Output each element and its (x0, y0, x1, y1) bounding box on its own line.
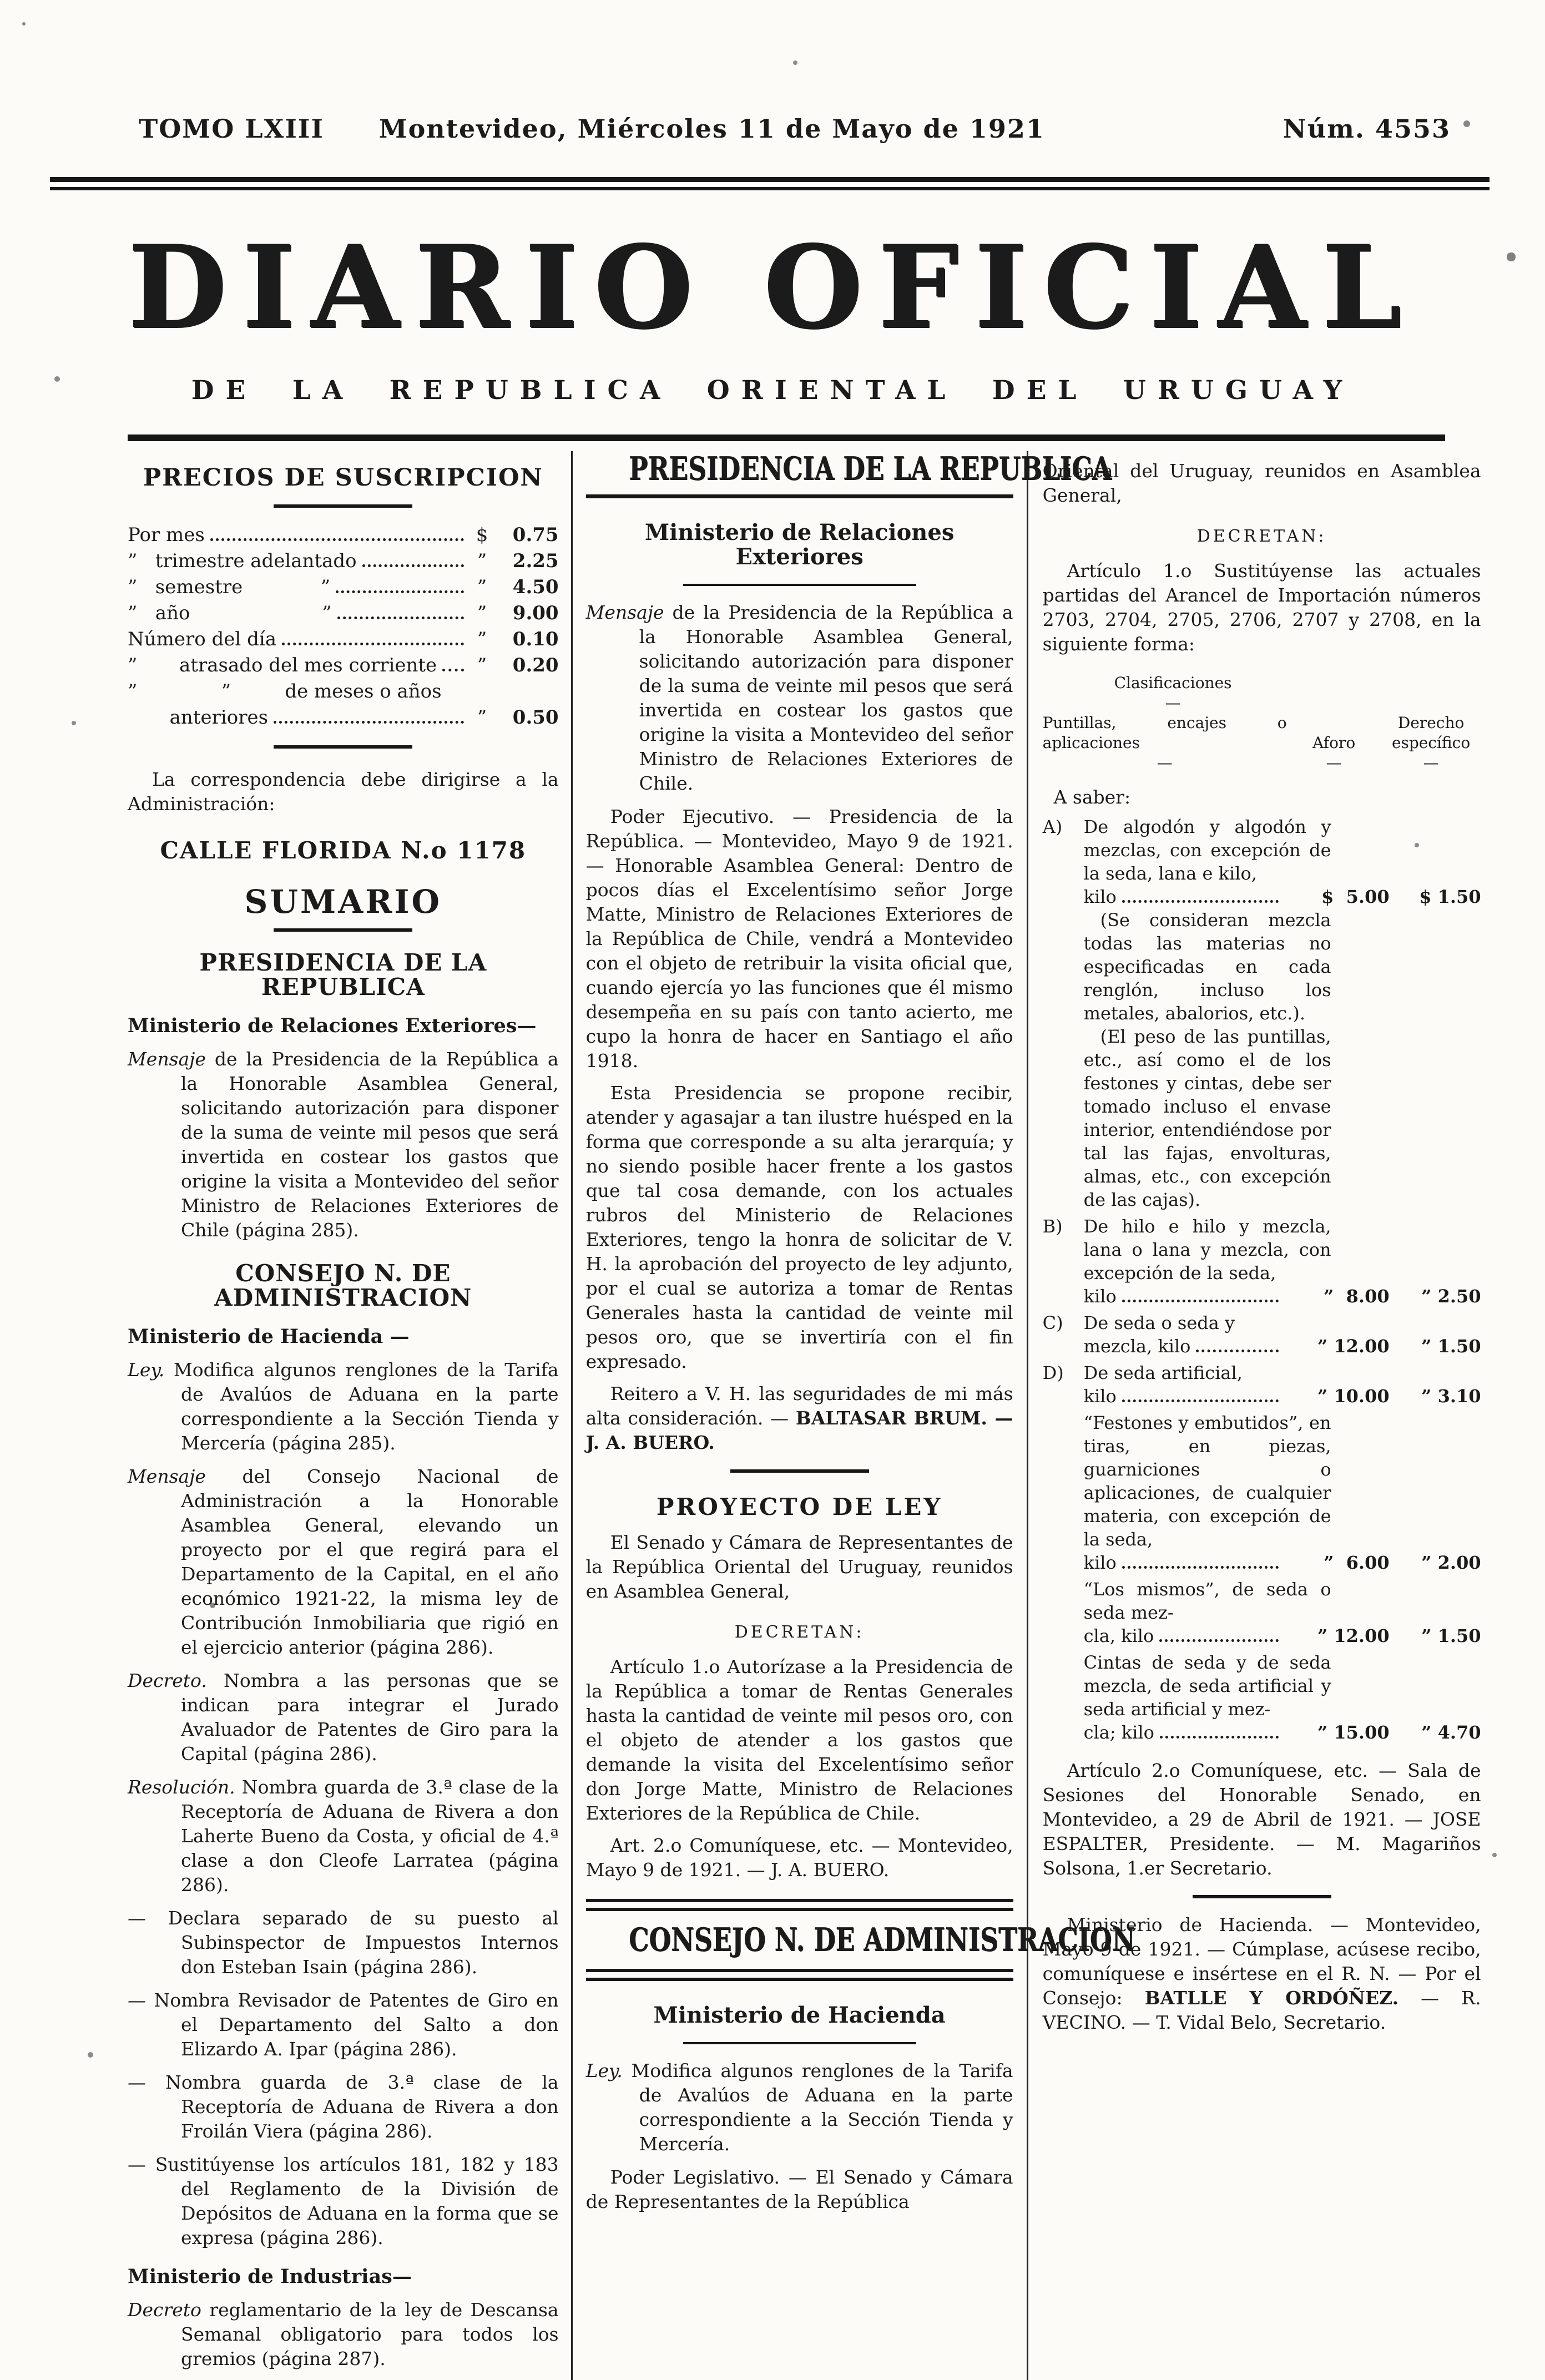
double-rule (586, 1899, 1013, 1911)
summary-entry (128, 1775, 559, 1897)
a-saber-label: A saber: (1053, 786, 1131, 808)
tariff-item (1043, 815, 1481, 1211)
item-derecho-value: ” 1.50 (1421, 1336, 1481, 1357)
item-derecho-value: $ 1.50 (1419, 886, 1481, 907)
page-header (0, 0, 1545, 144)
dot-leader (210, 538, 464, 541)
entry-lead: Resolución. (128, 1776, 235, 1798)
table-dash: — (1157, 754, 1173, 772)
item-letter: C) (1042, 1312, 1063, 1333)
entry-text: Nombra a las personas que se indican para integrar el Jurado Avaluador de Patentes de Giro para la Capital (página 286). (181, 1670, 559, 1765)
price-label: ” atrasado del mes corriente (128, 654, 437, 676)
summary-entry (128, 2070, 559, 2144)
price-value: 0.75 (512, 524, 559, 546)
entry-text: Nombra guarda de 3.ª clase de la Receptoría de Aduana de Rivera a don Laherte Bueno da Costa, y oficial de 4.ª clase a don Cleofe Larratea (página 286). (181, 1776, 559, 1896)
tariff-item (1043, 1651, 1481, 1744)
price-label: Por mes (128, 524, 205, 546)
item-description: De seda o seda y (1083, 1312, 1235, 1333)
entry-lead: Ley. (585, 2060, 623, 2081)
item-description: De algodón y algodón y mezclas, con excepción de la seda, lana e kilo, (1083, 816, 1331, 884)
price-currency: ” (477, 654, 487, 676)
entry-text: reglamentario de la ley de Descansa Semanal obligatorio para todos los gremios (página 287). (181, 2299, 559, 2369)
item-letter: D) (1042, 1362, 1064, 1383)
section-title-consejo: CONSEJO N. DE ADMINISTRACION (214, 1260, 472, 1311)
dot-leader (1159, 1639, 1278, 1642)
price-row (128, 653, 559, 679)
entry-text: de la Presidencia de la República a la Honorable Asamblea General, solicitando autorización para disponer de la suma de veinte mil pesos que será invertida en costear los gastos que origine la visita a Montevideo del señor Ministro de Relaciones Exteriores de Chile. (639, 602, 1013, 794)
price-currency: ” (477, 576, 487, 598)
item-unit: cla; kilo (1083, 1722, 1154, 1743)
item-aforo-value: $ 5.00 (1321, 886, 1390, 907)
item-unit: kilo (1083, 1552, 1117, 1573)
signature-pre: Reitero a V. H. las seguridades de mi más alta consideración. — (585, 1383, 1013, 1429)
summary-entry (128, 2152, 559, 2250)
table-col-derecho (1381, 713, 1481, 753)
dot-leader (1122, 1300, 1279, 1302)
item-description: Cintas de seda y de seda mezcla, de seda artificial y seda artificial y mez- (1083, 1652, 1331, 1720)
table-row-label: Puntillas, encajes o aplicaciones (1042, 714, 1287, 752)
date-label: Montevideo, Miércoles 11 de Mayo de 1921 (378, 114, 1045, 144)
tariff-item (1043, 1361, 1481, 1408)
price-value: 4.50 (512, 576, 559, 598)
entry-text: Sustitúyense los artículos 181, 182 y 183 del Reglamento de la División de Depósitos de Aduana en la forma que se expresa (página 286). (155, 2154, 559, 2248)
summary-entry (128, 1669, 559, 1766)
decretan-label: DECRETAN: (1196, 527, 1327, 546)
dot-leader (442, 669, 463, 671)
masthead-rule (128, 434, 1445, 441)
rule (274, 504, 412, 508)
subscription-prices-title: PRECIOS DE SUSCRIPCION (143, 464, 543, 492)
item-derecho-value: ” 2.00 (1421, 1552, 1481, 1573)
entry-text: de la Presidencia de la República a la Honorable Asamblea General, solicitando autorización para disponer de la suma de veinte mil pesos que será invertida en costear los gastos que origine la visita a Montevideo del señor Ministro de Relaciones Exteriores de Chile (página 285). (181, 1048, 559, 1241)
entry-lead: Mensaje (585, 602, 664, 623)
entry-lead: Mensaje (128, 1466, 206, 1487)
closing-pre: Ministerio de Hacienda. — Montevideo, Mayo 9 de 1921. — Cúmplase, acúsese recibo, comuníquese e insértese en el R. N. — Por el Consejo: (1042, 1914, 1481, 2009)
rule (1193, 1895, 1331, 1898)
price-row (128, 626, 559, 653)
rule (683, 2042, 916, 2044)
price-label: anteriores (128, 706, 269, 729)
item-aforo-value: ” 12.00 (1317, 1625, 1390, 1646)
left-column (128, 451, 571, 2380)
item-price-line (1084, 1384, 1481, 1408)
ministry-label: Ministerio de Relaciones Exteriores— (128, 1014, 537, 1037)
item-note: (Se consideran mezcla todas las materias no especificadas en cada renglón, incluso los metales, abalorios, etc.). (1083, 909, 1331, 1024)
masthead-title: DIARIO OFICIAL (128, 221, 1417, 354)
price-label: ” ” de meses o años (128, 680, 442, 703)
masthead-subtitle: DE LA REPUBLICA ORIENTAL DEL URUGUAY (191, 375, 1354, 406)
table-dash: — (1423, 754, 1439, 772)
closing-post: — R. VECINO. — T. Vidal Belo, Secretario. (1042, 1987, 1481, 2033)
rule (274, 928, 412, 932)
price-row (128, 679, 559, 705)
item-note: (El peso de las puntillas, etc., así como el de los festones y cintas, debe ser tomado incluso el envase interior, entendiéndose por tal las fajas, envolturas, almas, etc., con excepción de las cajas). (1083, 1026, 1331, 1210)
item-description: De hilo e hilo y mezcla, lana o lana y mezcla, con excepción de la seda, (1083, 1216, 1331, 1284)
columns-container (128, 450, 1481, 2380)
signature-paragraph (586, 1382, 1013, 1455)
message-abstract (586, 600, 1013, 796)
tariff-item (1043, 1215, 1481, 1308)
ministry-label: Ministerio de Industrias— (128, 2265, 412, 2288)
correspondence-note: La correspondencia debe dirigirse a la Administración: (128, 769, 559, 815)
summary-entry (128, 1464, 559, 1660)
table-col-aforo: Aforo (1312, 734, 1356, 752)
continuation-paragraph: Oriental del Uruguay, reunidos en Asamblea General, (1042, 460, 1481, 506)
tariff-item (1043, 1411, 1481, 1574)
dot-leader (1196, 1350, 1278, 1352)
body-paragraph: Poder Ejecutivo. — Presidencia de la República. — Montevideo, Mayo 9 de 1921. — Honorable Asamblea General: Dentro de pocos días el Excelentísimo señor Jorge Matte, Ministro de Relaciones Exteriores de la República de Chile, vendrá a Montevideo con el objeto de retribuir la visita oficial que, cuando ejercía yo las funciones que él mismo desempeña en su país con tanto acierto, me cupo la honra de hacer en Santiago el año 1918. (585, 806, 1013, 1072)
item-aforo-value: ” 8.00 (1323, 1286, 1390, 1307)
rule (274, 745, 412, 749)
price-row (128, 705, 559, 731)
article-paragraph: Artículo 2.o Comuníquese, etc. — Sala de Sesiones del Honorable Senado, en Montevideo, a 29 de Abril de 1921. — JOSE ESPALTER, Presidente. — M. Magariños Solsona, 1.er Secretario. (1042, 1760, 1481, 1879)
price-currency: ” (477, 602, 487, 624)
consejo-headline: CONSEJO N. DE ADMINISTRACION (628, 1921, 1135, 1958)
entry-lead: — (128, 2154, 146, 2175)
summary-title: SUMARIO (244, 883, 442, 921)
ministry-label: Ministerio de Hacienda — (128, 1325, 410, 1348)
header-double-rule (50, 177, 1490, 190)
item-price-line (1084, 1285, 1481, 1308)
rule (730, 1469, 869, 1473)
item-letter (1043, 1651, 1084, 1744)
body-paragraph: Esta Presidencia se propone recibir, atender y agasajar a tan ilustre huésped en la forma que corresponde a su alta jerarquía; y no siendo posible hacer frente a los gastos que tal cosa demande, con los actuales rubros del Ministerio de Relaciones Exteriores, tengo la honra de solicitar de V. H. la aprobación del proyecto de ley adjunto, por el cual se autoriza a tomar de Rentas Generales hasta la cantidad de veinte mil pesos oro, que se invertiría con el fin expresado. (585, 1082, 1013, 1372)
summary-entry (128, 1906, 559, 1979)
item-unit: mezcla, kilo (1083, 1336, 1191, 1357)
entry-lead: Decreto (128, 2299, 201, 2321)
dot-leader (1160, 1736, 1279, 1739)
item-description: “Festones y embutidos”, en tiras, en piezas, guarniciones o aplicaciones, de cualquier materia, con excepción de la seda, (1083, 1412, 1331, 1550)
right-column (1027, 451, 1483, 2380)
entry-lead: — (128, 2071, 146, 2093)
entry-text: Nombra guarda de 3.ª clase de la Receptoría de Aduana de Rivera a don Froilán Viera (página 286). (165, 2071, 559, 2142)
item-price-line (1084, 885, 1481, 908)
item-aforo-value: ” 15.00 (1317, 1722, 1390, 1743)
entry-lead: Mensaje (128, 1048, 206, 1070)
item-description: De seda artificial, (1083, 1362, 1243, 1383)
item-aforo-value: ” 10.00 (1317, 1386, 1390, 1407)
entry-text: Modifica algunos renglones de la Tarifa de Avalúos de Aduana en la parte correspondiente a la Sección Tienda y Mercería. (631, 2060, 1013, 2155)
price-currency: $ (476, 524, 488, 546)
entry-lead: Ley. (128, 1359, 165, 1381)
price-label: Número del día (128, 628, 277, 650)
issue-number: Núm. 4553 (1283, 114, 1451, 144)
signature-name: — J. A. BUERO. (585, 1407, 1013, 1453)
dot-leader (1122, 1399, 1279, 1402)
summary-entry (128, 1047, 559, 1242)
dot-leader (337, 617, 464, 619)
summary-entry (128, 2298, 559, 2371)
dot-leader (282, 643, 464, 645)
item-letter (1043, 1411, 1084, 1574)
table-col-derecho-line1: Derecho (1397, 714, 1465, 732)
dot-leader (274, 721, 464, 724)
price-value: 9.00 (512, 602, 559, 624)
ministry-heading: Ministerio de Hacienda (653, 2002, 946, 2028)
entry-text: Declara separado de su puesto al Subinspector de Impuestos Internos don Esteban Isain (página 286). (168, 1907, 559, 1978)
dot-leader (362, 564, 464, 567)
tariff-table-header (1043, 673, 1481, 773)
price-value: 0.20 (512, 654, 559, 676)
table-dash: — (1165, 694, 1181, 712)
decretan-label: DECRETAN: (734, 1623, 865, 1642)
item-unit: kilo (1083, 1286, 1117, 1307)
table-col-clasificaciones: Clasificaciones (1114, 674, 1232, 692)
body-paragraph: Poder Legislativo. — El Senado y Cámara de Representantes de la República (585, 2166, 1013, 2212)
price-label: ” semestre ” (128, 576, 331, 598)
item-unit: cla, kilo (1083, 1625, 1154, 1646)
closing-name: BATLLE Y ORDÓÑEZ. (1144, 1987, 1399, 2009)
price-value: 0.10 (512, 628, 559, 650)
bill-intro: El Senado y Cámara de Representantes de la República Oriental del Uruguay, reunidos en Asamblea General, (585, 1532, 1013, 1602)
item-unit: kilo (1083, 1386, 1117, 1407)
signature-name: BALTASAR BRUM. (795, 1407, 987, 1429)
item-derecho-value: ” 2.50 (1421, 1286, 1481, 1307)
rule (586, 494, 1013, 498)
item-aforo-value: ” 12.00 (1317, 1336, 1390, 1357)
summary-entry (128, 1988, 559, 2061)
summary-entry (128, 1358, 559, 1456)
presidencia-headline: PRESIDENCIA DE LA REPUBLICA (628, 450, 1112, 487)
volume-label: TOMO LXIII (139, 114, 324, 144)
tariff-item (1043, 1311, 1481, 1358)
item-description: “Los mismos”, de seda o seda mez- (1083, 1579, 1331, 1623)
item-letter (1043, 1578, 1084, 1648)
item-price-line (1084, 1624, 1481, 1648)
item-letter: A) (1042, 816, 1063, 837)
table-dash: — (1326, 754, 1342, 772)
price-row (128, 600, 559, 626)
price-currency: ” (477, 706, 487, 729)
address-line: CALLE FLORIDA N.o 1178 (160, 837, 527, 864)
ministry-heading: Ministerio de Relaciones Exteriores (644, 519, 955, 570)
rule (683, 584, 916, 586)
tariff-item (1043, 1578, 1481, 1648)
price-value: 0.50 (512, 706, 559, 729)
item-price-line (1084, 1551, 1481, 1574)
article-paragraph: Artículo 1.o Autorízase a la Presidencia de la República a tomar de Rentas Generales hasta la cantidad de veinte mil pesos oro, con el objeto de atender a los gastos que demande la visita del Excelentísimo señor don Jorge Matte, Ministro de Relaciones Exteriores de la República de Chile. (585, 1656, 1013, 1824)
dot-leader (1122, 1566, 1279, 1569)
item-unit: kilo (1083, 886, 1117, 907)
price-row (128, 574, 559, 600)
item-price-line (1084, 1721, 1481, 1744)
entry-text: del Consejo Nacional de Administración a la Honorable Asamblea General, elevando un proyecto por el que regirá para el Departamento de la Capital, en el año económico 1921-22, la misma ley de Contribución Inmobiliaria que rigió en el ejercicio anterior (página 286). (181, 1466, 559, 1658)
entry-text: Modifica algunos renglones de la Tarifa de Avalúos de Aduana en la parte correspondiente a la Sección Tienda y Mercería (página 285). (173, 1359, 559, 1454)
scan-ink-specks (22, 22, 26, 26)
table-col-derecho-line2: específico (1391, 734, 1471, 752)
price-label: ” trimestre adelantado (128, 550, 357, 572)
item-derecho-value: ” 1.50 (1421, 1625, 1481, 1646)
price-currency: ” (477, 550, 487, 572)
item-derecho-value: ” 3.10 (1421, 1386, 1481, 1407)
article-paragraph: Art. 2.o Comuníquese, etc. — Montevideo, Mayo 9 de 1921. — J. A. BUERO. (585, 1835, 1013, 1881)
item-letter: B) (1042, 1216, 1063, 1237)
entry-lead: Decreto. (128, 1670, 207, 1691)
item-derecho-value: ” 4.70 (1421, 1722, 1481, 1743)
bill-title: PROYECTO DE LEY (656, 1493, 943, 1520)
article-paragraph: Artículo 1.o Sustitúyense las actuales partidas del Arancel de Importación números 2703, 2704, 2705, 2706, 2707 y 2708, en la siguiente forma: (1042, 560, 1481, 655)
law-abstract (586, 2059, 1013, 2156)
dot-leader (1122, 900, 1279, 903)
price-row (128, 548, 559, 574)
double-rule (586, 1969, 1013, 1981)
item-aforo-value: ” 6.00 (1323, 1552, 1390, 1573)
price-label: ” año ” (128, 602, 332, 624)
price-row (128, 522, 559, 548)
entry-lead: — (128, 1907, 146, 1929)
price-value: 2.25 (512, 550, 559, 572)
entry-lead: — (128, 1989, 146, 2011)
price-currency: ” (477, 628, 487, 650)
table-header-dashes (1043, 753, 1481, 773)
item-price-line (1084, 1335, 1481, 1358)
entry-text: Nombra Revisador de Patentes de Giro en el Departamento del Salto a don Elizardo A. Ipar (página 286). (154, 1989, 559, 2060)
dot-leader (336, 590, 463, 593)
section-title-presidencia: PRESIDENCIA DE LA REPUBLICA (199, 949, 487, 1000)
